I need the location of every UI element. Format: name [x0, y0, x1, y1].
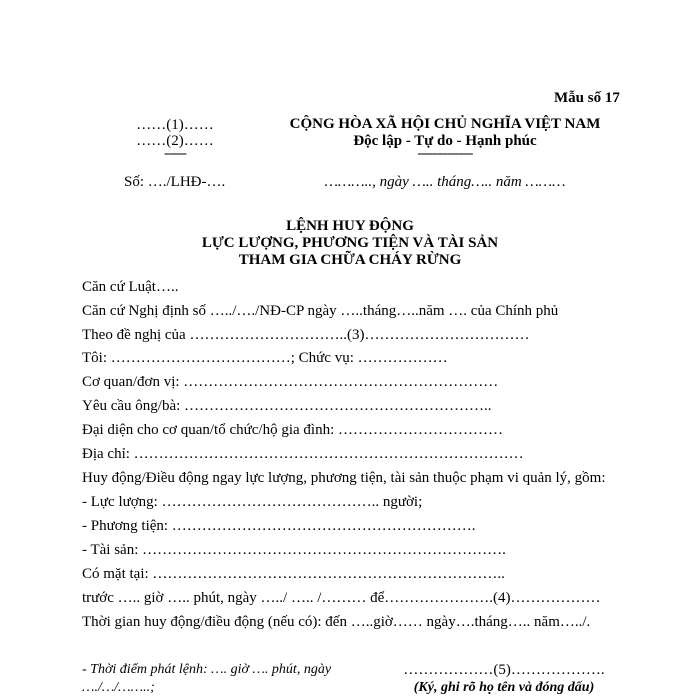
date-line: ……….., ngày ….. tháng….. năm ………: [324, 174, 566, 190]
agency-line: Cơ quan/đơn vị: ………………………………………………………: [82, 374, 499, 390]
present-at-line: Có mặt tại: ……………………………………………………………..: [82, 566, 505, 582]
basis-law-line: Căn cứ Luật…..: [82, 279, 179, 295]
before-time-line: trước ….. giờ ….. phút, ngày …../ ….. /……… để………………….(4)………………: [82, 590, 601, 606]
mobilization-line: Huy động/Điều động ngay lực lượng, phương tiện, tài sản thuộc phạm vi quản lý, gồm:: [82, 470, 606, 486]
national-motto: Độc lập - Tự do - Hạnh phúc: [353, 133, 537, 149]
title-line-1: LỆNH HUY ĐỘNG: [286, 218, 414, 234]
proposal-line: Theo đề nghị của …………………………..(3)……………………………: [82, 327, 530, 343]
issuing-authority-line: ……(1)……: [136, 117, 214, 133]
document-number: Số: …./LHĐ-….: [124, 174, 226, 190]
issue-date-line: …./…/……..;: [82, 680, 155, 695]
vehicles-line: - Phương tiện: …………………………………………………….: [82, 518, 476, 534]
issuing-unit-line: ……(2)……: [136, 133, 214, 149]
representative-line: Đại diện cho cơ quan/tổ chức/hộ gia đình: ……………………………: [82, 422, 503, 438]
form-number: Mẫu số 17: [554, 90, 620, 106]
requested-person-line: Yêu cầu ông/bà: ……………………………………………………..: [82, 398, 492, 414]
forces-line: - Lực lượng: …………………………………….. người;: [82, 494, 423, 510]
motto-underline: ---------------: [417, 146, 473, 161]
title-line-3: THAM GIA CHỮA CHÁY RỪNG: [238, 252, 462, 268]
signer-note: (Ký, ghi rõ họ tên và đóng dấu): [413, 680, 595, 695]
address-line: Địa chỉ: ……………………………………………………………………: [82, 446, 524, 462]
basis-decree-line: Căn cứ Nghị định số …../…./NĐ-CP ngày …..tháng…..năm …. của Chính phủ: [82, 303, 559, 319]
assets-line: - Tài sản: ……………………………………………………………….: [82, 542, 506, 558]
org-underline: ------: [164, 146, 186, 161]
country-name: CỘNG HÒA XÃ HỘI CHỦ NGHĨA VIỆT NAM: [289, 116, 601, 132]
issuer-line: Tôi: ………………………………; Chức vụ: ………………: [82, 350, 448, 366]
signer-line: ………………(5)……………….: [403, 662, 605, 678]
title-line-2: LỰC LƯỢNG, PHƯƠNG TIỆN VÀ TÀI SẢN: [201, 235, 499, 251]
issue-time-line: - Thời điểm phát lệnh: …. giờ …. phút, ngày: [82, 662, 332, 677]
duration-line: Thời gian huy động/điều động (nếu có): đến …..giờ…… ngày….tháng….. năm…../.: [82, 614, 591, 630]
